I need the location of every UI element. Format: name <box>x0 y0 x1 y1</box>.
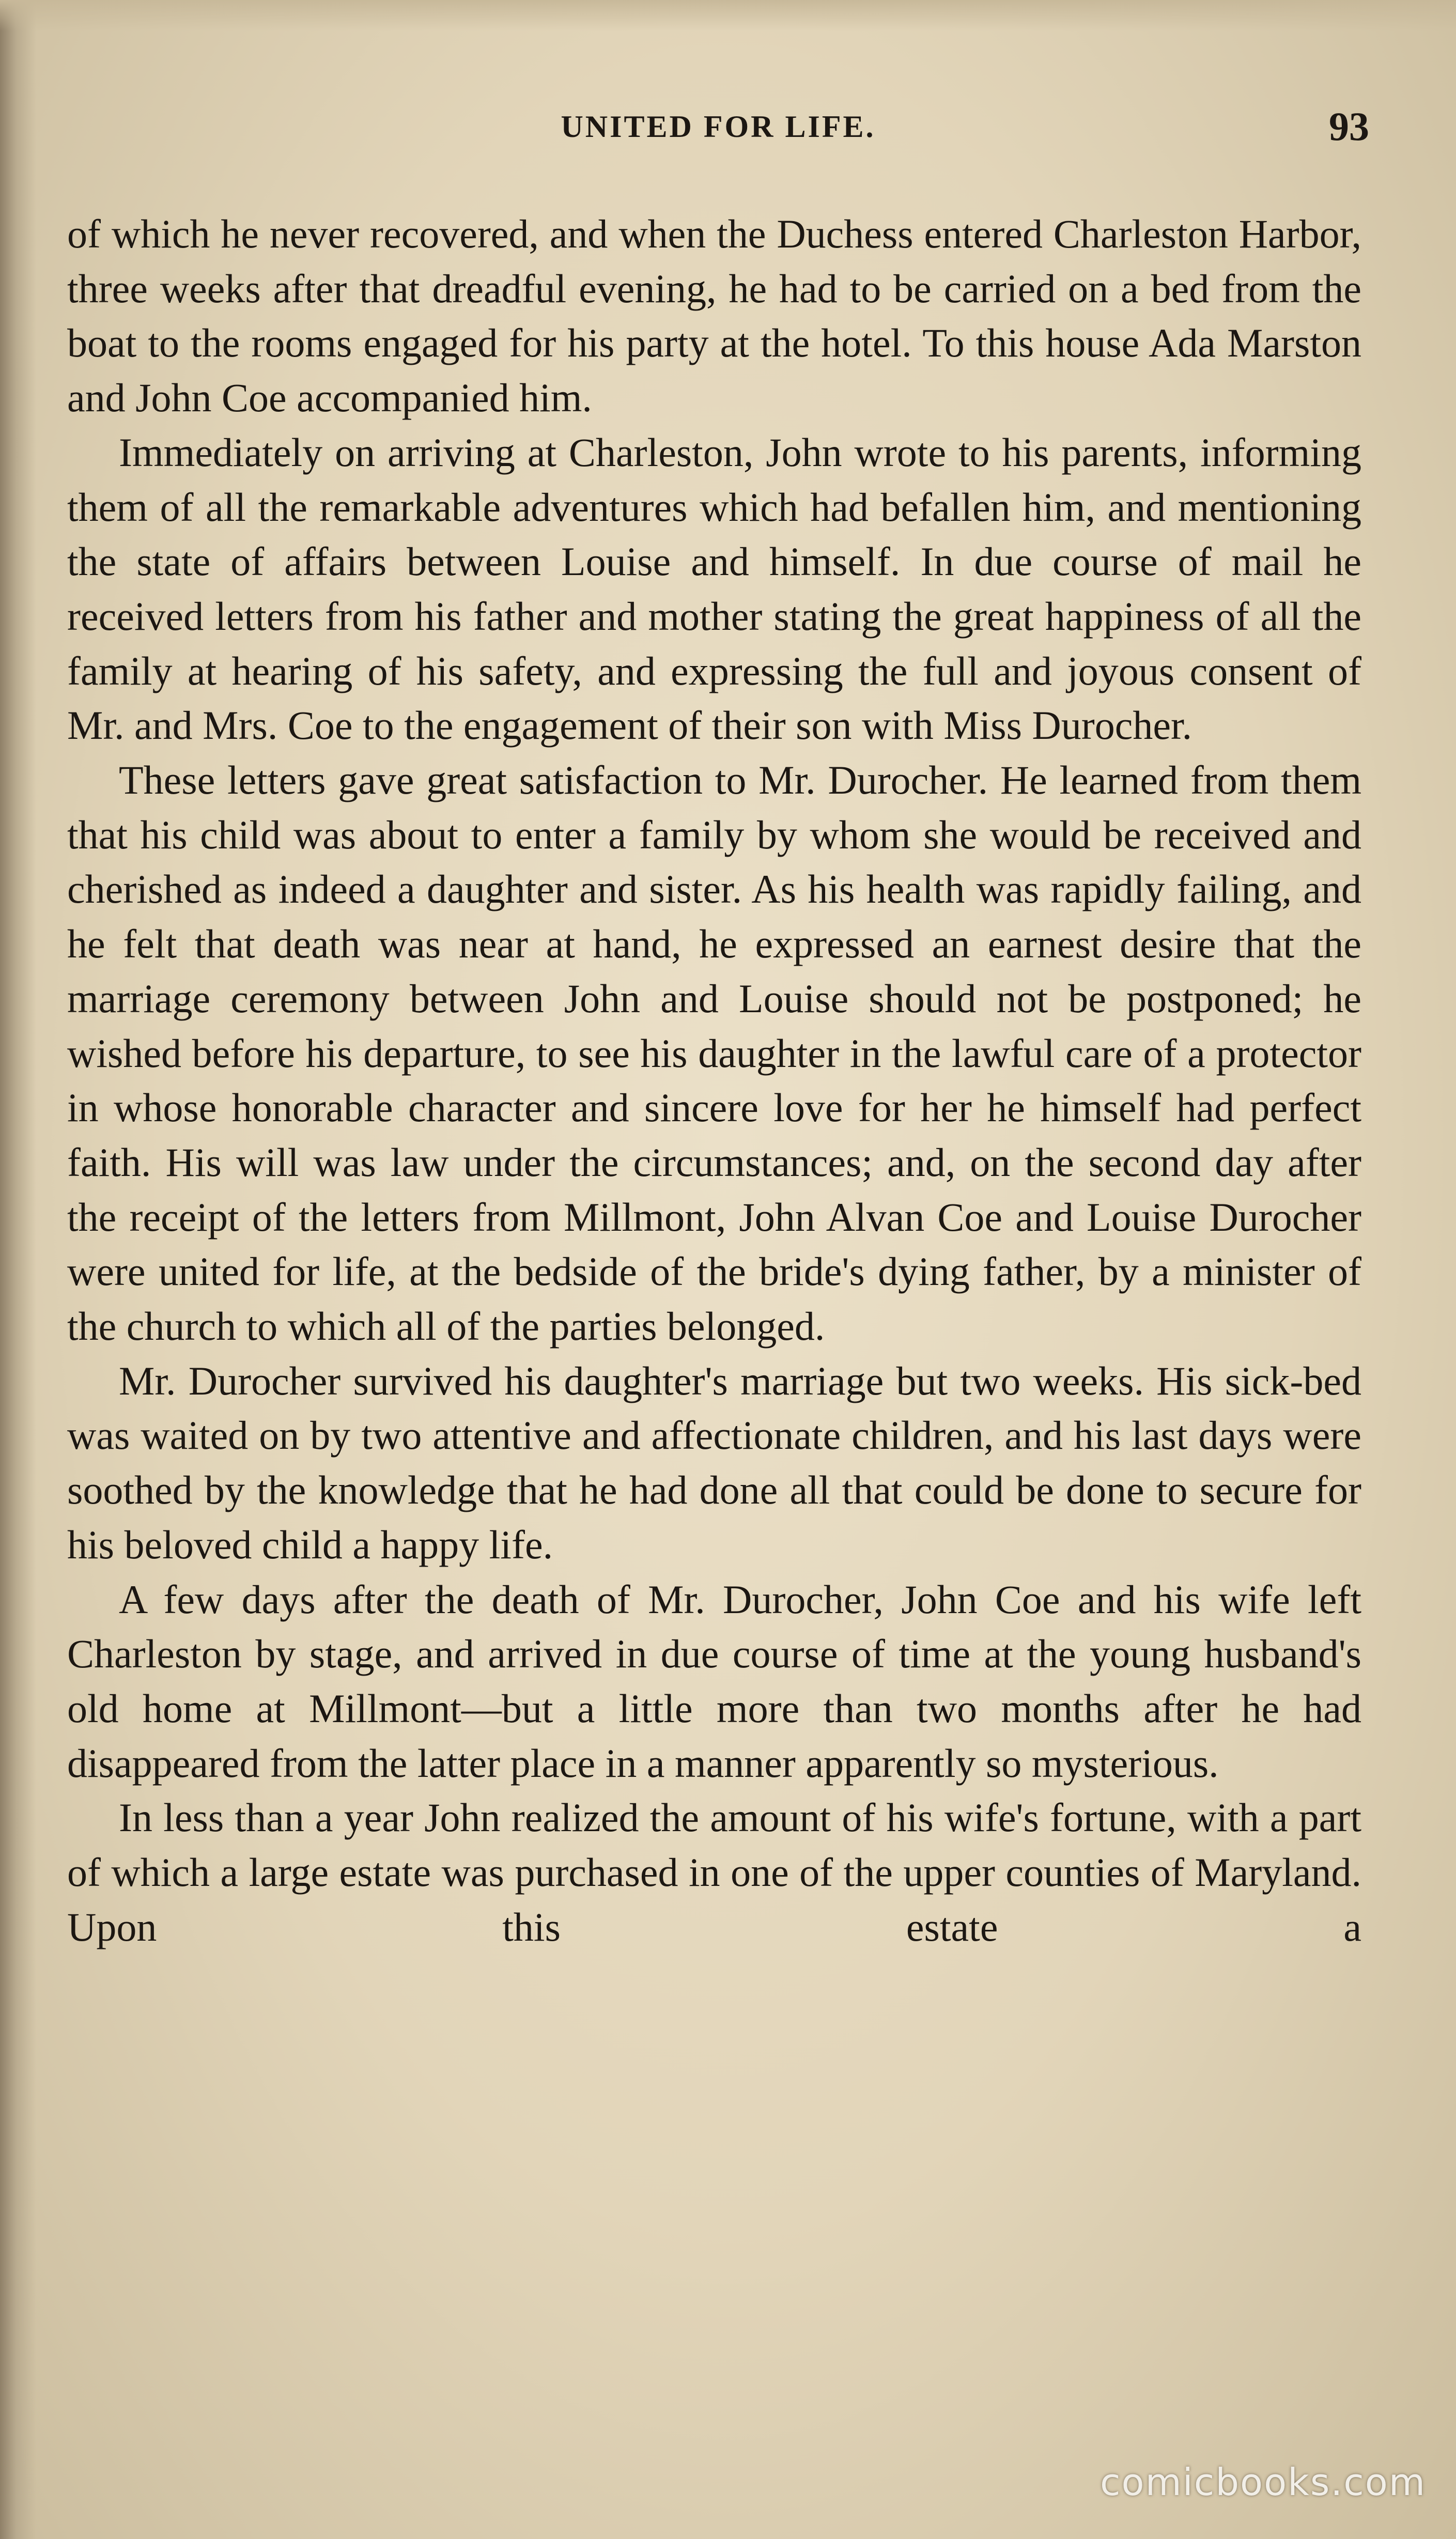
paragraph-5: A few days after the death of Mr. Durocher, John Coe and his wife left Charleston by stage, and arrived in due course of time at the young husband's old home at Millmont—but a little more than two months after he had disappeared from the latter place in a manner apparently so mysterious. <box>67 1576 1361 1786</box>
running-head: UNITED FOR LIFE. <box>561 110 876 144</box>
paragraph-1: of which he never recovered, and when the Duchess entered Charleston Harbor, three weeks after that dreadful evening, he had to be carried on a bed from the boat to the rooms engaged for his party at the hotel. To this house Ada Marston and John Coe accompanied him. <box>67 211 1361 421</box>
page-shadow-top <box>0 0 1456 31</box>
paragraph-4: Mr. Durocher survived his daughter's marriage but two weeks. His sick-bed was waited on by two attentive and affectionate children, and his last days were soothed by the knowledge that he had done all that could be done to secure for his beloved child a happy life. <box>67 1358 1361 1567</box>
body-text <box>67 207 1361 1955</box>
page-header <box>67 98 1369 155</box>
page-shadow-left <box>0 0 36 2539</box>
paragraph-6: In less than a year John realized the amount of his wife's fortune, with a part of which a large estate was purchased in one of the upper counties of Maryland. Upon this estate a <box>67 1795 1361 1949</box>
paragraph-3: These letters gave great satisfaction to Mr. Durocher. He learned from them that his child was about to enter a family by whom she would be received and cherished as indeed a daughter and sister. As his health was rapidly failing, and he felt that death was near at hand, he expressed an earnest desire that the marriage ceremony between John and Louise should not be postponed; he wished before his departure, to see his daughter in the lawful care of a protector in whose honorable character and sincere love for her he himself had perfect faith. His will was law under the circumstances; and, on the second day after the receipt of the letters from Millmont, John Alvan Coe and Louise Durocher were united for life, at the bedside of the bride's dying father, by a minister of the church to which all of the parties belonged. <box>67 757 1361 1349</box>
page-number: 93 <box>1329 104 1369 149</box>
paragraph-2: Immediately on arriving at Charleston, John wrote to his parents, informing them of all the remarkable adventures which had befallen him, and mentioning the state of affairs between Louise and himself. In due course of mail he received letters from his father and mother stating the great happiness of all the family at hearing of his safety, and expressing the full and joyous consent of Mr. and Mrs. Coe to the engagement of their son with Miss Durocher. <box>67 429 1361 748</box>
watermark: comicbooks.com <box>1099 2460 1426 2504</box>
